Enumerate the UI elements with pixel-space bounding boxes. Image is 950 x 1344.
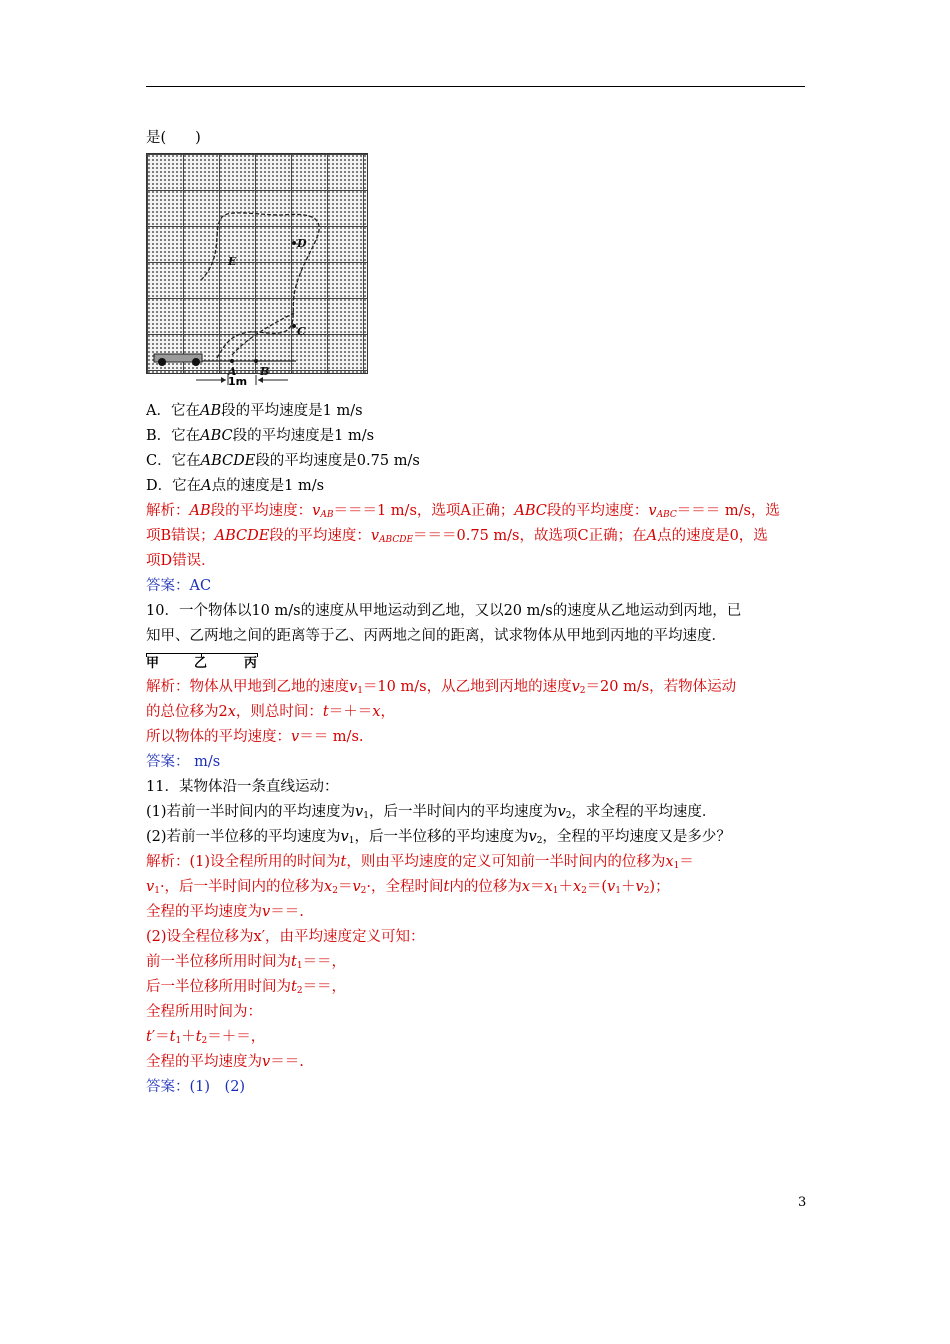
q11-question-line-2: (1)若前一半时间内的平均速度为$v_1$，后一半时间内的平均速度为$v_2$，求全程的平均速度． [146,804,717,821]
point-c-dot [292,324,296,328]
car-wheel-left [158,358,166,366]
trajectory-diagram [146,153,368,391]
q11-question-line-1: 11．某物体沿一条直线运动： [146,779,339,795]
q10-answer: 答案： m/s [146,754,221,770]
q10-analysis-line-1: 解析：物体从甲地到乙地的速度$v_1=10$ m/s，从乙地到丙地的速度$v_2=20$ m/s，若物体运动 [146,679,737,696]
q11-analysis-line-6: 后一半位移所用时间为$t_2==$， [146,979,347,996]
q11-analysis-line-3: 全程的平均速度为v＝＝. [146,904,304,920]
q9-option-b: B．它在ABC段的平均速度是1 m/s [146,428,375,444]
scale-label: 1m [228,375,248,388]
point-c-label: C [297,325,306,338]
route-diagram [146,649,816,675]
q11-analysis-line-5: 前一半位移所用时间为$t_1==$， [146,954,347,971]
motion-figure [146,153,368,391]
q11-analysis-line-1: 解析：(1)设全程所用的时间为t，则由平均速度的定义可知前一半时间内的位移为$x_1=$ [146,854,694,871]
q9-analysis-line-1: 解析：AB段的平均速度：$v_{AB}===1$ m/s，选项A正确；ABC段的平均速度：$v_{ABC}=== m/s$，选 [146,503,780,520]
q11-analysis-line-4: (2)设全程位移为x′，由平均速度定义可知： [146,929,425,945]
point-a-label: A [228,365,237,378]
q11-analysis-line-7: 全程所用时间为： [146,1004,262,1020]
q11-analysis-line-2: $v_1\cdot$，后一半时间内的位移为$x_2=v_2\cdot$，全程时间t内的位移为$x=x_1+x_2=(v_1+v_2)$； [146,879,670,896]
q9-option-a: A．它在AB段的平均速度是1 m/s [146,403,363,419]
point-a-dot [230,359,234,363]
q10-analysis-line-2: 的总位移为2x，则总时间：t＝＋＝x， [146,704,395,720]
q9-analysis-line-3: 项D错误． [146,553,216,569]
q11-answer: 答案：(1) (2) [146,1079,246,1095]
q10-question-line-2: 知甲、乙两地之间的距离等于乙、丙两地之间的距离，试求物体从甲地到丙地的平均速度． [146,628,726,644]
route-label-jia: 甲 [146,656,160,671]
point-b-label: B [260,365,270,378]
q10-analysis-line-3: 所以物体的平均速度：v＝＝ m/s. [146,729,364,745]
q11-question-line-3: (2)若前一半位移的平均速度为$v_1$，后一半位移的平均速度为$v_2$，全程的平均速度又是多少？ [146,829,731,846]
point-d-dot [292,241,296,245]
route-label-yi: 乙 [194,656,208,671]
route-tick-end [257,653,258,657]
page-number: 3 [798,1195,807,1210]
header-rule [146,86,805,87]
point-d-label: D [297,237,307,250]
question-tail: 是( ) [146,130,201,146]
q9-answer: 答案：AC [146,578,212,594]
scale-arrowhead-left [221,377,226,383]
q9-analysis-line-2: 项B错误；ABCDE段的平均速度：$v_{ABCDE}===0.75$ m/s，故选项C正确；在A点的速度是0，选 [146,528,768,545]
route-label-bing: 丙 [244,656,258,671]
page-content [146,126,816,1100]
q9-option-c: C．它在ABCDE段的平均速度是0.75 m/s [146,453,420,469]
q11-analysis-line-8: $t'=t_1+t_2=+=$， [146,1029,266,1046]
q9-option-d: D．它在A点的速度是1 m/s [146,478,325,494]
q10-question-line-1: 10．一个物体以10 m/s的速度从甲地运动到乙地，又以20 m/s的速度从乙地运动到丙地，已 [146,603,742,619]
car-wheel-right [192,358,200,366]
point-b-dot [254,359,258,363]
q11-analysis-line-9: 全程的平均速度为v＝＝. [146,1054,304,1070]
point-e-label: E [228,255,237,268]
